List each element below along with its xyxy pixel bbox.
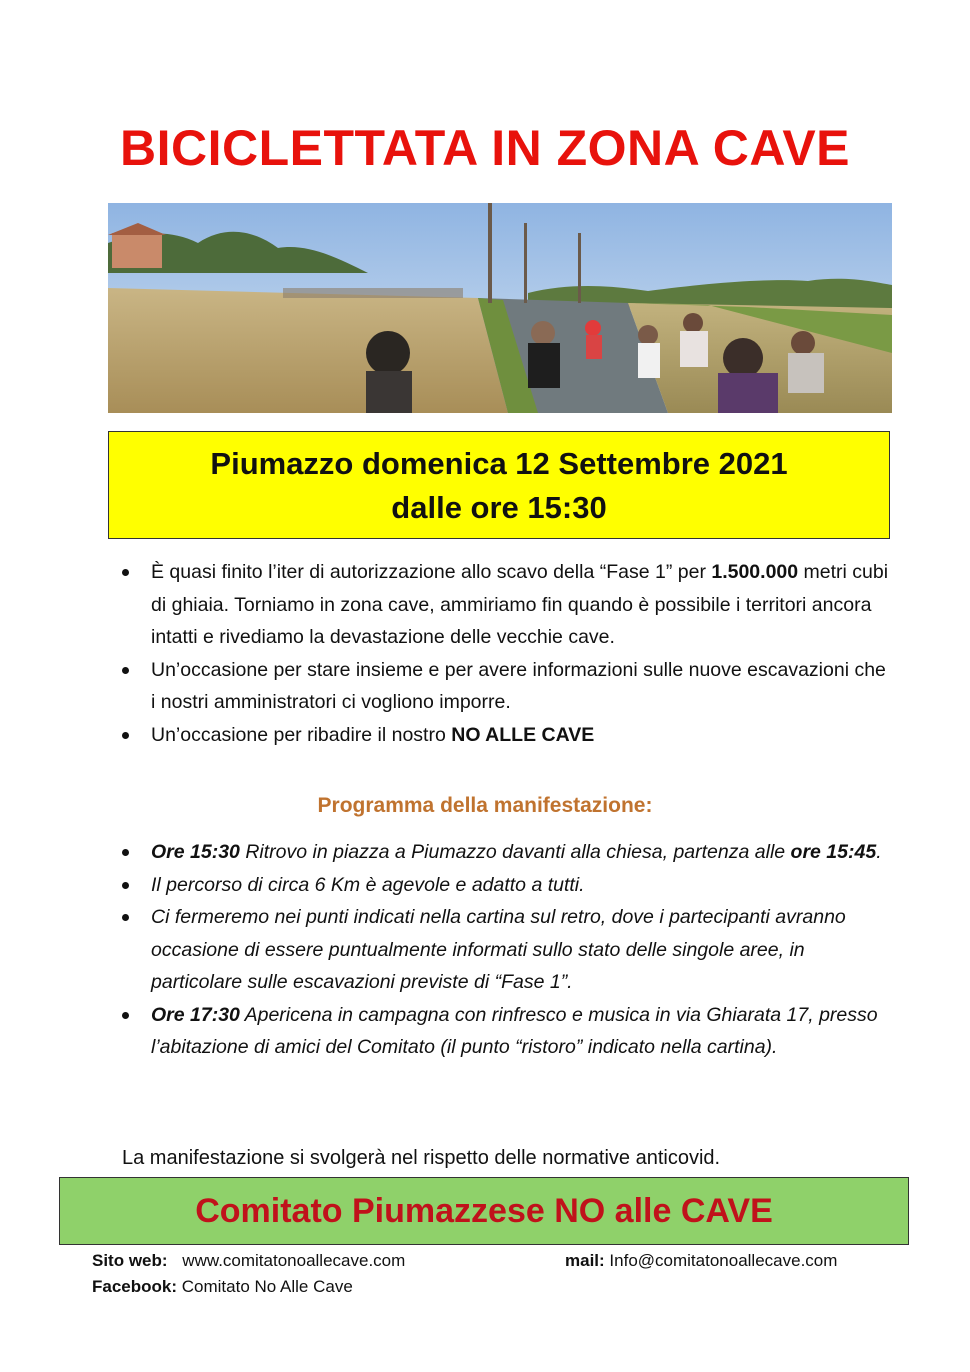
program-item: Ore 15:30 Ritrovo in piazza a Piumazzo davanti alla chiesa, partenza alle ore 15:45. bbox=[114, 836, 894, 869]
covid-note: La manifestazione si svolgerà nel rispetto delle normative anticovid. bbox=[122, 1147, 721, 1169]
program-item: Ci fermeremo nei punti indicati nella cartina sul retro, dove i partecipanti avranno occasione di essere puntualmente informati sullo stato delle singole aree, in particolare sulle escavazioni previste di “Fase 1”. bbox=[114, 901, 894, 999]
program-item: Il percorso di circa 6 Km è agevole e adatto a tutti. bbox=[114, 869, 894, 902]
mail-line bbox=[565, 1249, 837, 1273]
program-list bbox=[114, 836, 894, 1064]
program-item: Ore 17:30 Apericena in campagna con rinfresco e musica in via Ghiarata 17, presso l’abitazione di amici del Comitato (il punto “ristoro” indicato nella cartina). bbox=[114, 999, 894, 1064]
intro-list bbox=[114, 556, 894, 751]
website-label: Sito web: bbox=[92, 1251, 168, 1270]
event-date-box bbox=[108, 431, 890, 539]
intro-item: È quasi finito l’iter di autorizzazione allo scavo della “Fase 1” per 1.500.000 metri cubi di ghiaia. Torniamo in zona cave, ammiriamo fin quando è possibile i territori ancora intatti e rivediamo la devastazione delle vecchie cave. bbox=[114, 556, 894, 654]
facebook-link[interactable]: Comitato No Alle Cave bbox=[181, 1277, 353, 1296]
page-title: BICICLETTATA IN ZONA CAVE bbox=[119, 120, 851, 176]
cycling-photo bbox=[108, 203, 892, 413]
event-date: Piumazzo domenica 12 Settembre 2021 bbox=[210, 446, 788, 481]
intro-item: Un’occasione per stare insieme e per avere informazioni sulle nuove escavazioni che i nostri amministratori ci vogliono imporre. bbox=[114, 654, 894, 719]
facebook-line bbox=[92, 1275, 353, 1299]
website-line bbox=[92, 1249, 405, 1273]
program-title: Programma della manifestazione: bbox=[317, 794, 653, 817]
mail-label: mail: bbox=[565, 1251, 605, 1270]
website-link[interactable]: www.comitatonoallecave.com bbox=[182, 1251, 406, 1270]
mail-link[interactable]: Info@comitatonoallecave.com bbox=[609, 1251, 838, 1270]
event-time: dalle ore 15:30 bbox=[391, 490, 607, 525]
intro-item: Un’occasione per ribadire il nostro NO ALLE CAVE bbox=[114, 719, 894, 752]
facebook-label: Facebook: bbox=[92, 1277, 178, 1296]
committee-banner: Comitato Piumazzese NO alle CAVE bbox=[59, 1177, 909, 1245]
